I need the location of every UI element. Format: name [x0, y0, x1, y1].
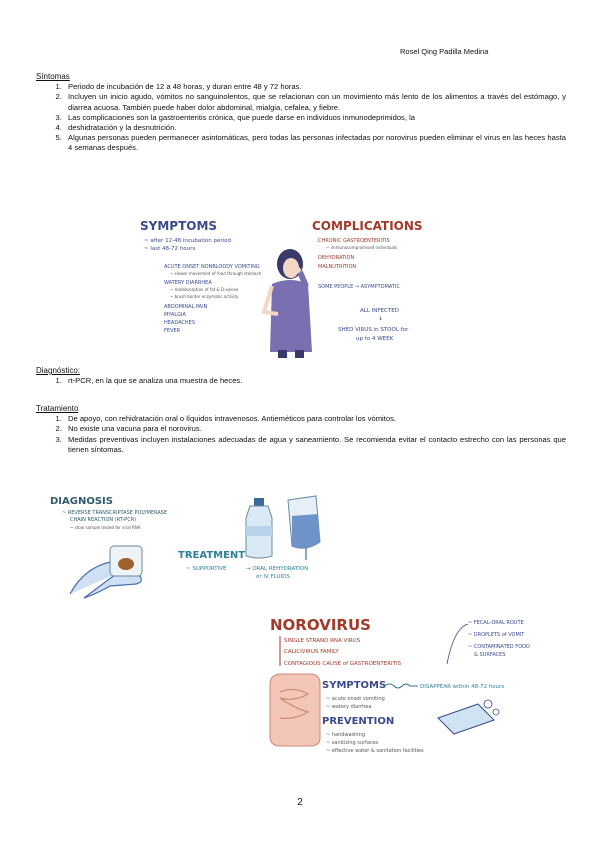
diagnosis-line: ~ stool sample tested for viral RNA [70, 525, 141, 530]
symptom-item: ~ malabsorption of fat & D-xylose [170, 287, 239, 292]
all-infected-note: ALL INFECTED [360, 308, 399, 314]
norovirus-feature: CALICIVIRUS FAMILY [284, 649, 339, 655]
treatment-line: or IV FLUIDS [256, 574, 290, 580]
intestine-icon [270, 674, 320, 746]
shed-virus-note: SHED VIRUS in STOOL for [338, 327, 409, 333]
symptom-item: FEVER [164, 328, 181, 334]
symptom-item: ACUTE ONSET NONBLOODY VOMITING [164, 264, 260, 270]
symptom-item: ABDOMINAL PAIN [164, 304, 208, 310]
norovirus-feature: CONTAGIOUS CAUSE of GASTROENTERITIS [284, 661, 402, 667]
complication-item: ~ immunocompromised individuals [326, 245, 397, 250]
asymptomatic-note: SOME PEOPLE → ASYMPTOMATIC [318, 284, 400, 290]
symptoms-disappear-note: DISAPPEAR within 48-72 hours [420, 684, 505, 690]
symptoms-line: ~ after 12-48 incubation period [144, 238, 232, 244]
diagnosis-line: ~ REVERSE TRANSCRIPTASE POLYMERASE [62, 510, 168, 516]
list-item: 3. Las complicaciones son la gastroenteritis crónica, que puede darse en individuos inmunodeprimidos, la [64, 113, 566, 123]
down-arrow-icon: ↓ [378, 315, 384, 322]
symptoms-title: SYMPTOMS [140, 219, 218, 233]
page-number: 2 [297, 797, 303, 808]
symptom-item: MYALGIA [164, 312, 186, 318]
diagnostico-heading: Diagnóstico: [36, 366, 81, 375]
symptoms-illustration [130, 212, 460, 364]
symptom-item: WATERY DIARRHEA [164, 280, 212, 286]
diagnosis-line: CHAIN REACTION (RT-PCR) [70, 517, 137, 523]
sintomas-heading: Síntomas [36, 72, 70, 81]
complication-item: DEHYDRATION [318, 255, 355, 261]
transmission-route: ~ CONTAMINATED FOOD [468, 644, 530, 650]
soap-icon [438, 700, 499, 734]
diagnostico-section [36, 366, 566, 386]
sintomas-section [36, 72, 566, 154]
symptom-item: HEADACHES [164, 320, 196, 326]
prevention-item: ~ sanitizing surfaces [326, 740, 379, 746]
list-item: 1. Periodo de incubación de 12 a 48 horas, y duran entre 48 y 72 horas. [64, 82, 566, 92]
diagnosis-treatment-illustration [40, 490, 340, 600]
prevention-item: ~ effective water & sanitation facilities [326, 748, 424, 754]
tratamiento-section [36, 404, 566, 455]
water-bottle-icon [246, 498, 272, 558]
diagnostico-list [36, 376, 566, 386]
diagnosis-title: DIAGNOSIS [50, 496, 113, 507]
list-item: 2. No existe una vacuna para el norovirus. [64, 424, 566, 434]
author-name: Rosel Qing Padilla Medina [400, 47, 489, 56]
treatment-supportive: ~ SUPPORTIVE [186, 566, 227, 572]
symptoms-line: ~ last 48-72 hours [144, 246, 196, 252]
treatment-title: TREATMENT [178, 550, 246, 561]
norovirus-title: NOROVIRUS [270, 616, 371, 634]
transmission-route: & SURFACES [474, 652, 506, 658]
complications-title: COMPLICATIONS [312, 219, 423, 233]
symptom-item: ~ watery diarrhea [326, 704, 372, 710]
list-item: 5. Algunas personas pueden permanecer asintomáticas, pero todas las personas infectadas por norovirus pueden eliminar el virus en las heces hasta 4 semanas después. [64, 133, 566, 153]
list-item: 4. deshidratación y la desnutrición. [64, 123, 566, 133]
list-item: 1. rt-PCR, en la que se analiza una muestra de heces. [64, 376, 566, 386]
complication-item: CHRONIC GASTROENTERITIS [318, 238, 390, 244]
prevention-title: PREVENTION [322, 716, 395, 727]
list-item: 2. Incluyen un inicio agudo, vómitos no sanguinolentos, que se relacionan con un movimiento más lento de los alimentos a través del estómago, y diarrea acuosa. También puede haber dolor abdominal, mialgia, cefalea, y fiebre. [64, 92, 566, 112]
complication-item: MALNUTRITION [318, 264, 357, 270]
tratamiento-heading: Tratamiento [36, 404, 79, 413]
symptom-item: ~ brush border enzymatic activity [170, 294, 239, 299]
iv-bag-icon [288, 496, 320, 560]
stool-sample-cup-icon [110, 546, 142, 576]
transmission-route: ~ DROPLETS of VOMIT [468, 632, 525, 638]
wavy-arrow-icon [384, 684, 418, 688]
list-item: 1. De apoyo, con rehidratación oral o líquidos intravenosos. Antieméticos para controlar los vómitos. [64, 414, 566, 424]
list-item: 3. Medidas preventivas incluyen instalaciones adecuadas de agua y saneamiento. Se recomienda evitar el contacto estrecho con las personas que tienen síntomas. [64, 435, 566, 455]
symptom-item: ~ acute onset vomiting [326, 696, 385, 702]
norovirus-feature: SINGLE STRAND RNA VIRUS [284, 638, 361, 644]
shed-virus-note: up to 4 WEEK [356, 336, 394, 342]
transmission-route: ~ FECAL-ORAL ROUTE [468, 620, 524, 626]
sintomas-list [36, 82, 566, 153]
prevention-item: ~ handwashing [326, 732, 366, 738]
symptom-item: ~ slower movement of food through stomach [170, 271, 262, 276]
treatment-line: → ORAL REHYDRATION [246, 566, 309, 572]
sick-person-icon [264, 249, 312, 358]
symptoms-title: SYMPTOMS [322, 680, 387, 691]
norovirus-overview-illustration [262, 608, 562, 758]
tratamiento-list [36, 414, 566, 455]
